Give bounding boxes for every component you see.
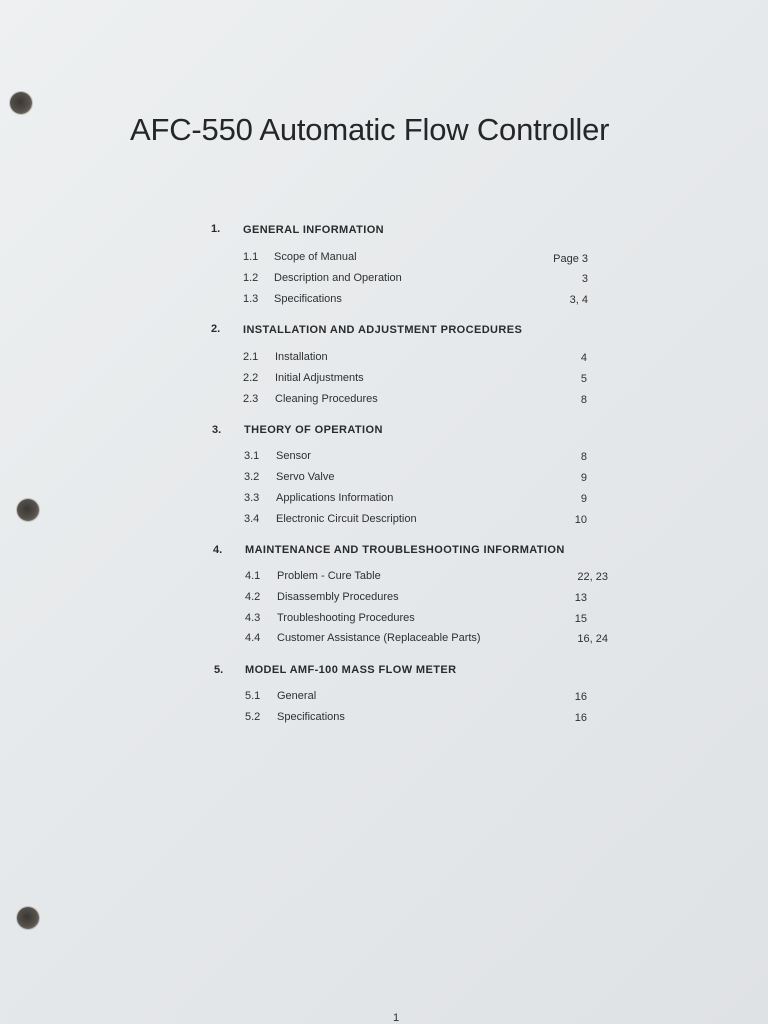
section-title: MODEL AMF-100 MASS FLOW METER	[245, 664, 457, 676]
item-page: 16, 24	[577, 633, 608, 645]
item-page: 9	[580, 493, 587, 505]
item-page: 5	[580, 373, 587, 385]
item-number: 3.2	[244, 471, 260, 483]
item-page: Page 3	[553, 253, 588, 265]
item-number: 1.1	[243, 251, 259, 263]
section-number: 5.	[214, 664, 224, 676]
item-number: 4.4	[245, 632, 261, 644]
item-label: Specifications	[274, 293, 342, 305]
item-label: Servo Valve	[276, 471, 335, 483]
item-label: Customer Assistance (Replaceable Parts)	[277, 632, 481, 644]
item-page: 16	[574, 712, 587, 724]
section-number: 4.	[213, 544, 223, 556]
item-page: 9	[580, 472, 587, 484]
item-label: Disassembly Procedures	[277, 591, 399, 603]
item-number: 4.3	[245, 612, 261, 624]
item-page: 4	[580, 352, 587, 364]
item-label: Problem - Cure Table	[277, 570, 381, 582]
section-title: THEORY OF OPERATION	[244, 424, 383, 436]
item-number: 1.3	[243, 293, 259, 305]
section-title: MAINTENANCE AND TROUBLESHOOTING INFORMATION	[245, 544, 565, 556]
item-number: 2.1	[243, 351, 259, 363]
item-label: Applications Information	[276, 492, 394, 504]
item-label: General	[277, 690, 317, 702]
item-page: 22, 23	[577, 571, 608, 583]
item-page: 8	[580, 394, 587, 406]
item-page: 15	[574, 613, 587, 625]
section-number: 3.	[212, 424, 222, 436]
item-page: 3	[581, 273, 588, 285]
item-label: Scope of Manual	[274, 251, 357, 263]
item-label: Electronic Circuit Description	[276, 513, 417, 525]
item-page: 8	[580, 451, 587, 463]
item-number: 3.4	[244, 513, 260, 525]
item-number: 3.3	[244, 492, 260, 504]
item-page: 13	[574, 592, 587, 604]
item-page: 3, 4	[569, 294, 588, 306]
section-number: 1.	[211, 223, 221, 235]
item-page: 16	[574, 691, 587, 703]
page-number: 1	[393, 1012, 400, 1024]
item-label: Initial Adjustments	[275, 372, 364, 384]
item-label: Installation	[275, 351, 328, 363]
item-number: 5.1	[245, 690, 261, 702]
item-label: Specifications	[277, 711, 345, 723]
section-title: INSTALLATION AND ADJUSTMENT PROCEDURES	[243, 324, 523, 336]
section-number: 2.	[211, 323, 221, 335]
item-number: 1.2	[243, 272, 259, 284]
item-number: 2.2	[243, 372, 259, 384]
item-number: 2.3	[243, 393, 259, 405]
document-title: AFC-550 Automatic Flow Controller	[130, 112, 610, 147]
item-page: 10	[574, 514, 587, 526]
item-label: Description and Operation	[274, 272, 402, 284]
item-label: Troubleshooting Procedures	[277, 612, 415, 624]
item-number: 4.2	[245, 591, 261, 603]
item-number: 3.1	[244, 450, 260, 462]
section-title: GENERAL INFORMATION	[243, 224, 385, 236]
item-number: 4.1	[245, 570, 261, 582]
item-number: 5.2	[245, 711, 261, 723]
item-label: Cleaning Procedures	[275, 393, 378, 405]
item-label: Sensor	[276, 450, 311, 462]
